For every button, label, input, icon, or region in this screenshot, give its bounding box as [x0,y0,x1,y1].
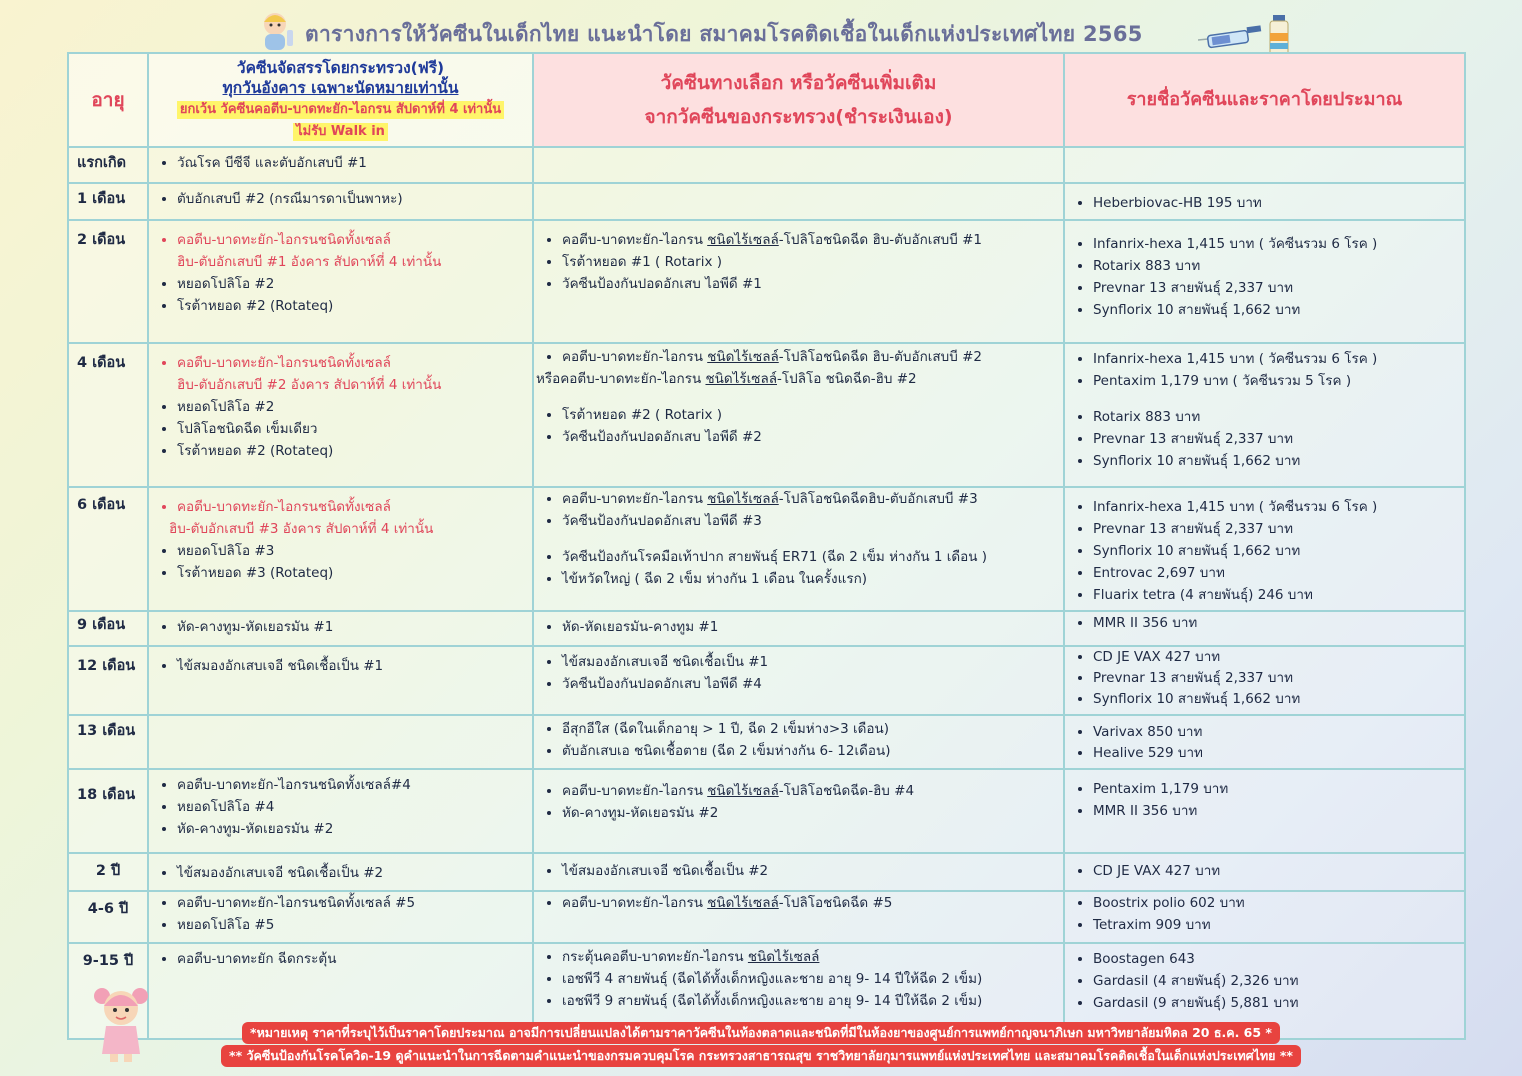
item-text: คอตีบ-บาดทะยัก-ไอกรน [562,349,708,365]
table-row [68,147,1465,183]
list-item: • วัคซีนป้องกันปอดอักเสบ ไอพีดี #1 [562,273,1055,295]
list-item: • ไข้สมองอักเสบเจอี ชนิดเชื้อเป็น #2 [177,862,524,884]
list-item: • Pentaxim 1,179 บาท [1093,778,1456,800]
footnote-2-text: ** วัคซีนป้องกันโรคโควิด-19 ดูคำแนะนำในการฉีดตามคำแนะนำของกรมควบคุมโรค กระทรวงสาธารณสุข ราชวิทยาลัยกุมารแพทย์แห่งประเทศไทย และสมาคมโรคติดเชื้อในเด็กแห่งประเทศไทย ** [221,1045,1301,1067]
table-row [68,487,1465,611]
row-age: 12 เดือน [68,646,148,715]
list-item [562,946,1055,968]
list-item: • หัด-คางทูม-หัดเยอรมัน #2 [562,802,1055,824]
row-age: 9 เดือน [68,611,148,646]
list-item: • หยอดโปลิโอ #2 [177,396,524,418]
list-item: • Synflorix 10 สายพันธุ์ 1,662 บาท [1093,689,1456,710]
page-title: ตารางการให้วัคซีนในเด็กไทย แนะนำโดย สมาคมโรคติดเชื้อในเด็กแห่งประเทศไทย 2565 [305,22,1143,46]
row-age: 1 เดือน [68,183,148,220]
price-cell [1064,769,1465,853]
list-item: • คอตีบ-บาดทะยัก-ไอกรนชนิดทั้งเซลล์ [177,496,524,518]
free-cell [148,853,533,891]
list-item: • เอชพีวี 9 สายพันธุ์ (ฉีดได้ทั้งเด็กหญิงและชาย อายุ 9- 14 ปีให้ฉีด 2 เข็ม) [562,990,1055,1012]
free-cell [148,487,533,611]
syringe-icon [1198,20,1268,54]
table-row [68,646,1465,715]
item-text: คอตีบ-บาดทะยัก-ไอกรน [562,491,708,507]
list-item: • โรต้าหยอด #3 (Rotateq) [177,562,524,584]
table-row [68,343,1465,487]
list-item-continued: ฮิบ-ตับอักเสบบี #1 อังคาร สัปดาห์ที่ 4 เท่านั้น [177,254,442,270]
free-cell [148,646,533,715]
list-item [562,346,1055,368]
optional-cell [533,646,1064,715]
list-item: • Varivax 850 บาท [1093,722,1456,743]
list-item-continued [536,368,1055,390]
item-underlined: ชนิดไร้เซลล์ [707,232,779,248]
list-item: • คอตีบ-บาดทะยัก-ไอกรนชนิดทั้งเซลล์ [177,352,524,374]
optional-cell [533,611,1064,646]
list-item: • วัคซีนป้องกันปอดอักเสบ ไอพีดี #4 [562,673,1055,695]
footnote-2 [0,1045,1522,1067]
table-row [68,853,1465,891]
list-item: • Prevnar 13 สายพันธุ์ 2,337 บาท [1093,668,1456,689]
list-item: • Healive 529 บาท [1093,743,1456,764]
item-text: คอตีบ-บาดทะยัก-ไอกรน [562,232,708,248]
list-item: • Infanrix-hexa 1,415 บาท ( วัคซีนรวม 6 โรค ) [1093,496,1456,518]
list-item: • Gardasil (4 สายพันธุ์) 2,326 บาท [1093,970,1456,992]
price-cell [1064,147,1465,183]
list-item: • ไข้สมองอักเสบเจอี ชนิดเชื้อเป็น #1 [562,651,1055,673]
table-row [68,891,1465,943]
optional-cell [533,853,1064,891]
list-item: • Pentaxim 1,179 บาท ( วัคซีนรวม 5 โรค ) [1093,370,1456,392]
item-underlined: ชนิดไร้เซลล์ [747,949,820,965]
optional-cell [533,220,1064,343]
item-text: -โปลิโอ ชนิดฉีด-ฮิบ #2 [777,371,917,387]
vial-icon [1268,13,1290,57]
list-item: • ไข้สมองอักเสบเจอี ชนิดเชื้อเป็น #2 [562,860,1055,882]
list-item: • หยอดโปลิโอ #3 [177,540,524,562]
price-cell [1064,183,1465,220]
list-item [562,488,1055,510]
price-cell [1064,715,1465,769]
price-cell [1064,853,1465,891]
row-age: 6 เดือน [68,487,148,611]
item-text: -โปลิโอชนิดฉีด ฮิบ-ตับอักเสบบี #2 [778,349,982,365]
table-row [68,611,1465,646]
list-item [562,780,1055,802]
table-row [68,183,1465,220]
list-item: • หยอดโปลิโอ #5 [177,914,524,936]
list-item: • Synflorix 10 สายพันธุ์ 1,662 บาท [1093,450,1456,472]
list-item: • Entrovac 2,697 บาท [1093,562,1456,584]
optional-cell [533,487,1064,611]
list-item: • Tetraxim 909 บาท [1093,914,1456,936]
table-row [68,715,1465,769]
list-item: • วัคซีนป้องกันปอดอักเสบ ไอพีดี #3 [562,510,1055,532]
header-optional-line2: จากวัคซีนของกระทรวง(ชำระเงินเอง) [644,106,953,128]
list-item: • Boostagen 643 [1093,948,1456,970]
header-optional-vaccines [533,53,1064,147]
list-item: • หยอดโปลิโอ #4 [177,796,524,818]
price-cell [1064,646,1465,715]
list-item: • โรต้าหยอด #1 ( Rotarix ) [562,251,1055,273]
list-item: • หัด-คางทูม-หัดเยอรมัน #2 [177,818,524,840]
list-item: • ตับอักเสบบี #2 (กรณีมารดาเป็นพาหะ) [177,188,524,210]
list-item: • คอตีบ-บาดทะยัก ฉีดกระตุ้น [177,948,524,970]
item-text: -โปลิโอชนิดฉีด ฮิบ-ตับอักเสบบี #1 [778,232,982,248]
list-item: • Infanrix-hexa 1,415 บาท ( วัคซีนรวม 6 โรค ) [1093,348,1456,370]
list-item: • Synflorix 10 สายพันธุ์ 1,662 บาท [1093,540,1456,562]
header-free-vaccines [148,53,533,147]
optional-cell [533,343,1064,487]
header-free-line2: ทุกวันอังคาร เฉพาะนัดหมายเท่านั้น [222,79,459,97]
list-item: • Boostrix polio 602 บาท [1093,892,1456,914]
item-underlined: ชนิดไร้เซลล์ [705,371,777,387]
table-header-row [68,53,1465,147]
free-cell [148,769,533,853]
footnote-1 [0,1022,1522,1044]
list-item-continued: ฮิบ-ตับอักเสบบี #3 อังคาร สัปดาห์ที่ 4 เท่านั้น [169,521,434,537]
list-item: • Rotarix 883 บาท [1093,255,1456,277]
item-underlined: ชนิดไร้เซลล์ [707,783,779,799]
list-item-continued: ฮิบ-ตับอักเสบบี #2 อังคาร สัปดาห์ที่ 4 เท่านั้น [177,377,442,393]
list-item: • MMR II 356 บาท [1093,800,1456,822]
free-cell [148,183,533,220]
list-item: • ไข้สมองอักเสบเจอี ชนิดเชื้อเป็น #1 [177,655,524,677]
header-price: รายชื่อวัคซีนและราคาโดยประมาณ [1064,53,1465,147]
list-item: • วัคซีนป้องกันโรคมือเท้าปาก สายพันธุ์ ER71 (ฉีด 2 เข็ม ห่างกัน 1 เดือน ) [562,546,1055,568]
list-item [562,229,1055,251]
footnote-1-text: *หมายเหตุ ราคาที่ระบุไว้เป็นราคาโดยประมาณ อาจมีการเปลี่ยนแปลงได้ตามราคาวัคซีนในท้องตลาดและชนิดที่มีในห้องยาของศูนย์การแพทย์กาญจนาภิเษก มหาวิทยาลัยมหิดล 20 ธ.ค. 65 * [242,1022,1280,1044]
list-item: • คอตีบ-บาดทะยัก-ไอกรนชนิดทั้งเซลล์ [177,229,524,251]
item-text: คอตีบ-บาดทะยัก-ไอกรน [562,895,708,911]
list-item: • Synflorix 10 สายพันธุ์ 1,662 บาท [1093,299,1456,321]
list-item: • คอตีบ-บาดทะยัก-ไอกรนชนิดทั้งเซลล์#4 [177,774,524,796]
row-age: แรกเกิด [68,147,148,183]
list-item: • ไข้หวัดใหญ่ ( ฉีด 2 เข็ม ห่างกัน 1 เดือน ในครั้งแรก) [562,568,1055,590]
item-text: -โปลิโอชนิดฉีด-ฮิบ #4 [778,783,915,799]
header-free-line1: วัคซีนจัดสรรโดยกระทรวง(ฟรี) [236,59,445,77]
list-item: • Prevnar 13 สายพันธุ์ 2,337 บาท [1093,428,1456,450]
row-age: 2 ปี [68,853,148,891]
list-item: • โปลิโอชนิดฉีด เข็มเดียว [177,418,524,440]
row-age: 18 เดือน [68,769,148,853]
list-item: • วัณโรค บีซีจี และตับอักเสบบี #1 [177,152,524,174]
price-cell [1064,891,1465,943]
row-age: 4 เดือน [68,343,148,487]
list-item: • Prevnar 13 สายพันธุ์ 2,337 บาท [1093,277,1456,299]
list-item: • MMR II 356 บาท [1093,612,1456,634]
list-item: • CD JE VAX 427 บาท [1093,860,1456,882]
item-text: -โปลิโอชนิดฉีดฮิบ-ตับอักเสบบี #3 [778,491,978,507]
list-item: • หัด-คางทูม-หัดเยอรมัน #1 [177,616,524,638]
table-row [68,220,1465,343]
item-text: -โปลิโอชนิดฉีด #5 [778,895,893,911]
row-age: 2 เดือน [68,220,148,343]
price-cell [1064,487,1465,611]
list-item: • Gardasil (9 สายพันธุ์) 5,881 บาท [1093,992,1456,1014]
header-optional-line1: วัคซีนทางเลือก หรือวัคซีนเพิ่มเติม [660,72,937,94]
price-cell [1064,343,1465,487]
list-item: • โรต้าหยอด #2 (Rotateq) [177,440,524,462]
table-row [68,769,1465,853]
item-text: คอตีบ-บาดทะยัก-ไอกรน [562,783,708,799]
optional-cell [533,715,1064,769]
list-item: • โรต้าหยอด #2 ( Rotarix ) [562,404,1055,426]
item-underlined: ชนิดไร้เซลล์ [707,491,779,507]
list-item: • หยอดโปลิโอ #2 [177,273,524,295]
free-cell [148,343,533,487]
optional-cell [533,891,1064,943]
list-item: • Rotarix 883 บาท [1093,406,1456,428]
list-item: • Fluarix tetra (4 สายพันธุ์) 246 บาท [1093,584,1456,606]
list-item: • คอตีบ-บาดทะยัก-ไอกรนชนิดทั้งเซลล์ #5 [177,892,524,914]
row-age: 9-15 ปี [68,943,148,1039]
list-item: • Infanrix-hexa 1,415 บาท ( วัคซีนรวม 6 โรค ) [1093,233,1456,255]
title-bar [0,10,1522,54]
list-item: • Heberbiovac-HB 195 บาท [1093,192,1456,214]
item-text: หรือคอตีบ-บาดทะยัก-ไอกรน [536,371,706,387]
list-item: • เอชพีวี 4 สายพันธุ์ (ฉีดได้ทั้งเด็กหญิงและชาย อายุ 9- 14 ปีให้ฉีด 2 เข็ม) [562,968,1055,990]
free-cell [148,715,533,769]
list-item: • Prevnar 13 สายพันธุ์ 2,337 บาท [1093,518,1456,540]
row-age: 4-6 ปี [68,891,148,943]
list-item [562,892,1055,914]
row-age: 13 เดือน [68,715,148,769]
list-item: • อีสุกอีใส (ฉีดในเด็กอายุ > 1 ปี, ฉีด 2 เข็มห่าง>3 เดือน) [562,718,1055,740]
baby-icon [255,10,297,54]
free-cell [148,611,533,646]
list-item: • โรต้าหยอด #2 (Rotateq) [177,295,524,317]
optional-cell [533,769,1064,853]
vaccine-schedule-table [67,52,1466,1040]
header-free-highlight1: ยกเว้น วัคซีนคอตีบ-บาดทะยัก-ไอกรน สัปดาห์ที่ 4 เท่านั้น [177,101,504,119]
item-underlined: ชนิดไร้เซลล์ [707,895,779,911]
free-cell [148,891,533,943]
list-item: • CD JE VAX 427 บาท [1093,647,1456,668]
list-item: • วัคซีนป้องกันปอดอักเสบ ไอพีดี #2 [562,426,1055,448]
header-age: อายุ [68,53,148,147]
header-free-highlight2: ไม่รับ Walk in [293,123,388,141]
optional-cell [533,183,1064,220]
item-underlined: ชนิดไร้เซลล์ [707,349,779,365]
list-item: • หัด-หัดเยอรมัน-คางทูม #1 [562,616,1055,638]
item-text: กระตุ้นคอตีบ-บาดทะยัก-ไอกรน [562,949,748,965]
price-cell [1064,611,1465,646]
price-cell [1064,220,1465,343]
free-cell [148,147,533,183]
free-cell [148,220,533,343]
list-item: • ตับอักเสบเอ ชนิดเชื้อตาย (ฉีด 2 เข็มห่างกัน 6- 12เดือน) [562,740,1055,762]
optional-cell [533,147,1064,183]
